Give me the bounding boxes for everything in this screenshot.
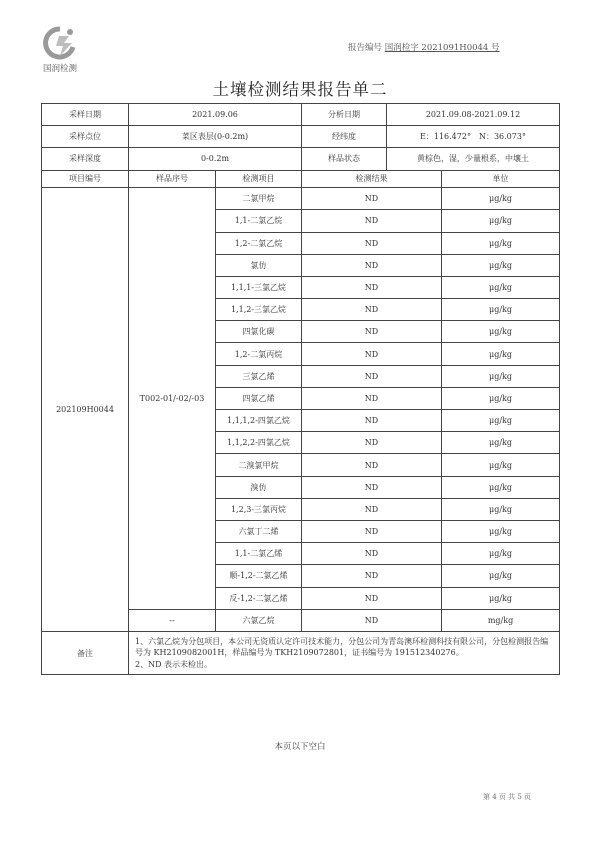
unit-cell: μg/kg: [442, 454, 560, 476]
test-item-cell: 1,2-二氯乙烷: [216, 232, 302, 254]
test-item-cell: 四氯乙烯: [216, 387, 302, 409]
unit-cell: μg/kg: [442, 188, 560, 210]
result-cell: ND: [302, 587, 442, 609]
unit-cell: mg/kg: [442, 609, 560, 631]
test-item-cell: 六氯丁二烯: [216, 520, 302, 542]
report-number-value: 国润检字 2021091H0044 号: [384, 43, 500, 53]
depth-value: 0-0.2m: [129, 148, 302, 170]
test-item-cell: 二氯甲烷: [216, 188, 302, 210]
result-cell: ND: [302, 476, 442, 498]
test-item-cell: 氯仿: [216, 254, 302, 276]
col-sample-no: 样品序号: [129, 170, 216, 188]
result-cell: ND: [302, 276, 442, 298]
result-cell: ND: [302, 498, 442, 520]
sampling-date-value: 2021.09.06: [129, 104, 302, 126]
unit-cell: μg/kg: [442, 520, 560, 542]
result-cell: ND: [302, 365, 442, 387]
result-cell: ND: [302, 387, 442, 409]
result-cell: ND: [302, 343, 442, 365]
table-row: [42, 188, 560, 210]
unit-cell: μg/kg: [442, 565, 560, 587]
test-item-cell: 1,1,1,2-四氯乙烷: [216, 410, 302, 432]
unit-cell: μg/kg: [442, 498, 560, 520]
result-cell: ND: [302, 410, 442, 432]
analysis-date-value: 2021.09.08-2021.09.12: [387, 104, 560, 126]
remarks-content: [129, 631, 560, 675]
sampling-point-label: 采样点位: [42, 126, 129, 148]
remark-line-1: 1、六氯乙烷为分包项目，本公司无资质认定许可技术能力，分包公司为青岛澳环检测科技有限公司，分包检测报告编号为 KH2109082001H，样品编号为 TKH2109072801，证书编号为 191512340276。: [135, 636, 549, 658]
test-item-cell: 1,2,3-三氯丙烷: [216, 498, 302, 520]
result-cell: ND: [302, 432, 442, 454]
col-result: 检测结果: [302, 170, 442, 188]
logo-text: 国润检测: [42, 64, 77, 74]
state-value: 黄棕色，湿，少量根系，中壤土: [387, 148, 560, 170]
test-item-cell: 三氯乙烯: [216, 365, 302, 387]
info-row-2: [42, 126, 560, 148]
unit-cell: μg/kg: [442, 343, 560, 365]
coord-label: 经纬度: [302, 126, 387, 148]
coord-value: E：116.472° N：36.073°: [387, 126, 560, 148]
unit-cell: μg/kg: [442, 321, 560, 343]
unit-cell: μg/kg: [442, 210, 560, 232]
test-item-cell: 1,1,2,2-四氯乙烷: [216, 432, 302, 454]
analysis-date-label: 分析日期: [302, 104, 387, 126]
test-item-cell: 1,2-二氯丙烷: [216, 343, 302, 365]
remarks-label: 备注: [42, 631, 129, 675]
unit-cell: μg/kg: [442, 432, 560, 454]
state-label: 样品状态: [302, 148, 387, 170]
result-cell: ND: [302, 454, 442, 476]
sample-no-cell: --: [129, 609, 216, 631]
unit-cell: μg/kg: [442, 387, 560, 409]
report-number-label: 报告编号: [348, 43, 383, 53]
result-table: [41, 103, 560, 675]
unit-cell: μg/kg: [442, 410, 560, 432]
result-cell: ND: [302, 232, 442, 254]
remark-line-2: 2、ND 表示未检出。: [135, 659, 213, 669]
depth-label: 采样深度: [42, 148, 129, 170]
info-row-3: [42, 148, 560, 170]
result-cell: ND: [302, 254, 442, 276]
col-unit: 单位: [442, 170, 560, 188]
sampling-date-label: 采样日期: [42, 104, 129, 126]
result-cell: ND: [302, 321, 442, 343]
test-item-cell: 六氯乙烷: [216, 609, 302, 631]
item-no-cell: 202109H0044: [42, 188, 129, 632]
unit-cell: μg/kg: [442, 299, 560, 321]
unit-cell: μg/kg: [442, 276, 560, 298]
result-cell: ND: [302, 609, 442, 631]
result-cell: ND: [302, 188, 442, 210]
column-header-row: [42, 170, 560, 188]
sample-no-cell: T002-01/-02/-03: [129, 188, 216, 610]
test-item-cell: 1,1-二氯乙烯: [216, 543, 302, 565]
unit-cell: μg/kg: [442, 543, 560, 565]
test-item-cell: 顺-1,2-二氯乙烯: [216, 565, 302, 587]
test-item-cell: 四氯化碳: [216, 321, 302, 343]
report-number: [348, 41, 500, 53]
remarks-row: [42, 631, 560, 675]
info-row-1: [42, 104, 560, 126]
col-test-item: 检测项目: [216, 170, 302, 188]
result-cell: ND: [302, 210, 442, 232]
page-number: 第 4 页 共 5 页: [483, 793, 532, 801]
result-cell: ND: [302, 543, 442, 565]
test-item-cell: 反-1,2-二氯乙烯: [216, 587, 302, 609]
result-cell: ND: [302, 565, 442, 587]
company-logo: [30, 26, 90, 74]
unit-cell: μg/kg: [442, 254, 560, 276]
unit-cell: μg/kg: [442, 232, 560, 254]
result-cell: ND: [302, 520, 442, 542]
test-item-cell: 1,1-二氯乙烷: [216, 210, 302, 232]
col-item-no: 项目编号: [42, 170, 129, 188]
page-title: 土壤检测结果报告单二: [212, 80, 388, 99]
sampling-point-value: 菜区表层(0-0.2m): [129, 126, 302, 148]
result-cell: ND: [302, 299, 442, 321]
unit-cell: μg/kg: [442, 587, 560, 609]
unit-cell: μg/kg: [442, 365, 560, 387]
test-item-cell: 1,1,1-三氯乙烷: [216, 276, 302, 298]
test-item-cell: 溴仿: [216, 476, 302, 498]
test-item-cell: 1,1,2-三氯乙烷: [216, 299, 302, 321]
test-item-cell: 二溴氯甲烷: [216, 454, 302, 476]
footer-blank-note: 本页以下空白: [274, 742, 326, 752]
logo-icon: [42, 26, 78, 60]
unit-cell: μg/kg: [442, 476, 560, 498]
